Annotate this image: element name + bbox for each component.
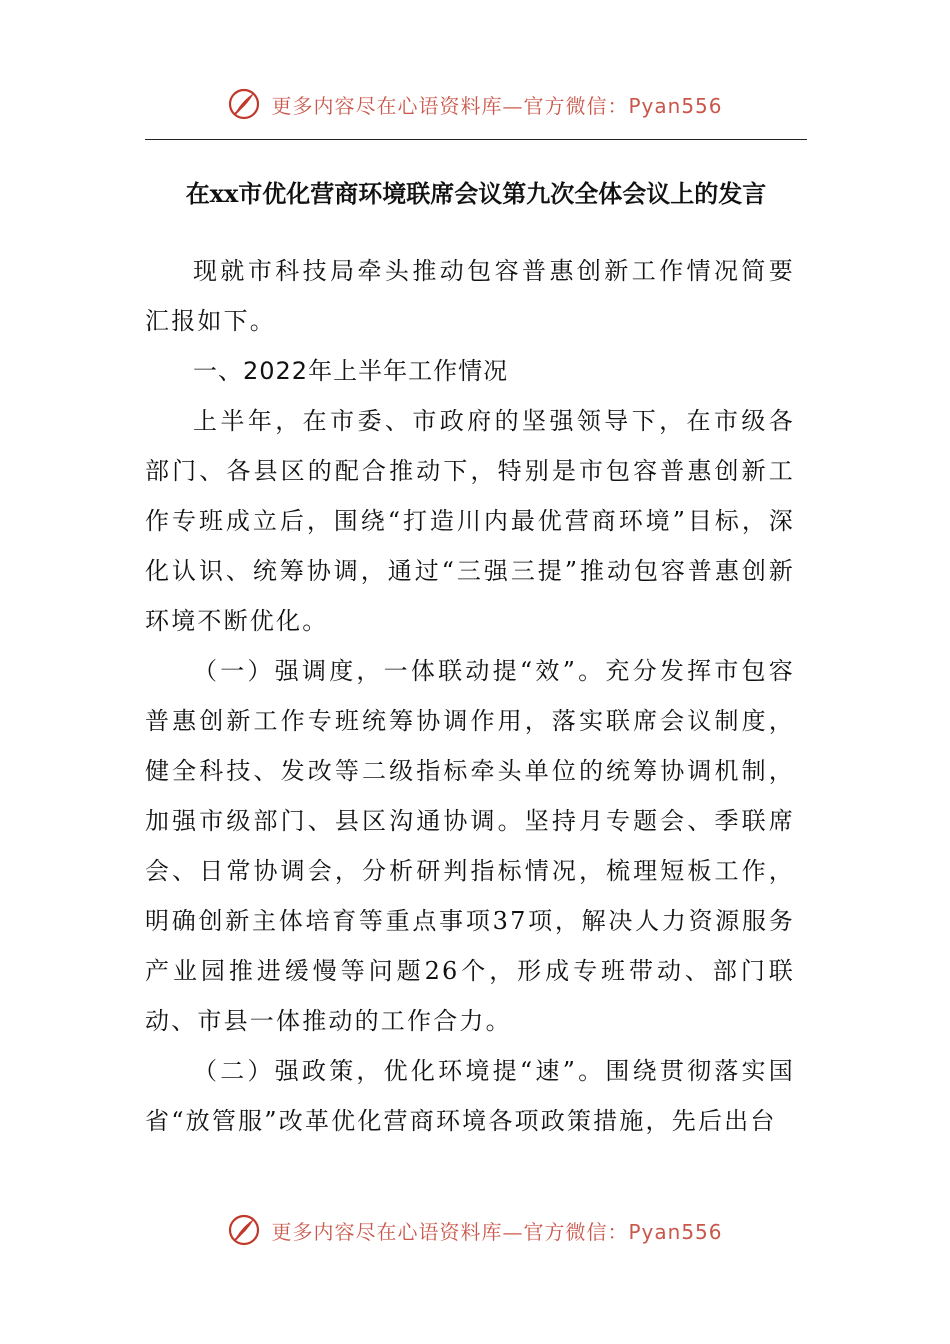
section-1-paragraph: 上半年，在市委、市政府的坚强领导下，在市级各部门、各县区的配合推动下，特别是市包容普惠创新工作专班成立后，围绕“打造川内最优营商环境”目标，深化认识、统筹协调，通过“三强三提”推动包容普惠创新环境不断优化。 <box>145 407 795 635</box>
header-watermark <box>0 84 950 124</box>
document-title: 在xx市优化营商环境联席会议第九次全体会议上的发言 <box>185 179 767 208</box>
watermark-text: 更多内容尽在心语资料库—官方微信：Pyan556 <box>271 1219 723 1244</box>
section-heading-1: 一、2022年上半年工作情况 <box>193 357 509 385</box>
document-body <box>145 246 795 1146</box>
quill-pen-logo-icon <box>227 87 261 121</box>
intro-paragraph: 现就市科技局牵头推动包容普惠创新工作情况简要汇报如下。 <box>145 257 795 335</box>
footer-watermark <box>0 1210 950 1250</box>
watermark-handle: Pyan556 <box>628 1219 723 1244</box>
watermark-text: 更多内容尽在心语资料库—官方微信：Pyan556 <box>271 93 723 118</box>
watermark-handle: Pyan556 <box>628 93 723 118</box>
quill-pen-logo-icon <box>227 1213 261 1247</box>
header-divider <box>145 139 807 140</box>
item-1-paragraph: （一）强调度，一体联动提“效”。充分发挥市包容普惠创新工作专班统筹协调作用，落实联席会议制度，健全科技、发改等二级指标牵头单位的统筹协调机制，加强市级部门、县区沟通协调。坚持月专题会、季联席会、日常协调会，分析研判指标情况，梳理短板工作，明确创新主体培育等重点事项37项，解决人力资源服务产业园推进缓慢等问题26个，形成专班带动、部门联动、市县一体推动的工作合力。 <box>145 657 795 1035</box>
item-2-paragraph: （二）强政策，优化环境提“速”。围绕贯彻落实国省“放管服”改革优化营商环境各项政策措施，先后出台 <box>145 1057 795 1135</box>
